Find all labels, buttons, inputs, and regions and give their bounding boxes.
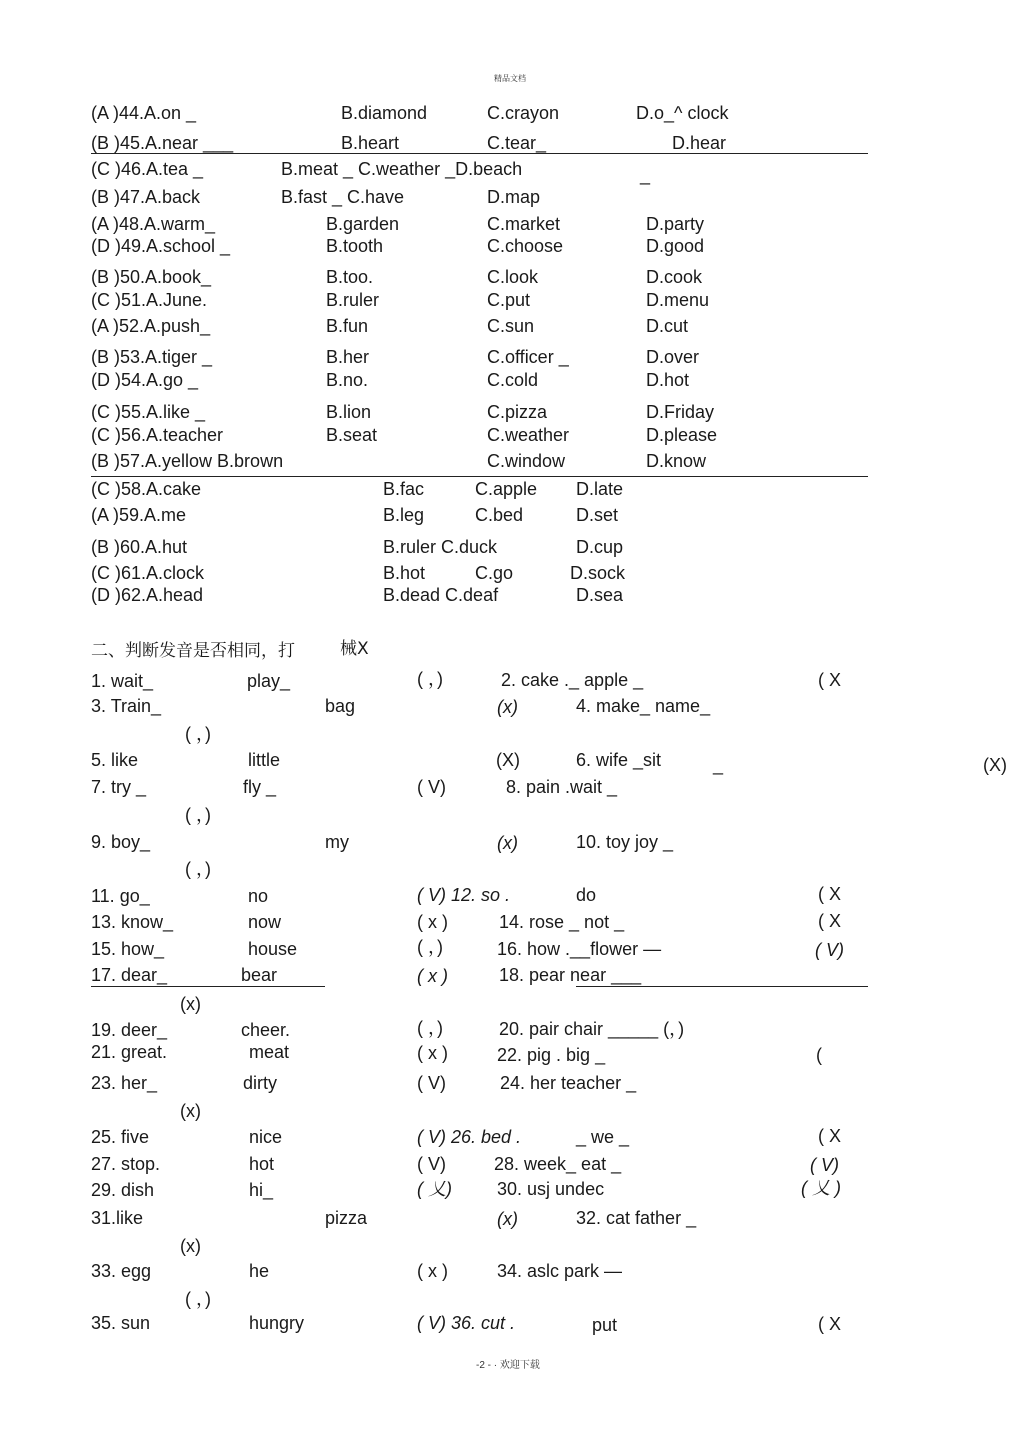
- row-14-mark: ( X: [818, 911, 842, 931]
- q60-options-bc: B.ruler C.duck: [383, 537, 498, 557]
- q48-option-c: C.market: [487, 214, 561, 234]
- row-12-mark: ( X: [818, 884, 842, 904]
- row-22-words: 22. pig . big _: [497, 1045, 606, 1065]
- q58-option-b: B.fac: [383, 479, 425, 499]
- row-17-word-a: 17. dear_: [91, 965, 168, 985]
- q54-option-b: B.no.: [326, 370, 369, 390]
- page-header-note: 精品文档: [494, 74, 526, 83]
- row-28-mark: ( V): [810, 1155, 839, 1175]
- q44-option-d: D.o_^ clock: [636, 103, 729, 123]
- q56-option-b: B.seat: [326, 425, 378, 445]
- row-23-mark: ( V): [417, 1073, 446, 1093]
- row-6-mark: (X): [983, 755, 1007, 775]
- row-7-word-a: 7. try _: [91, 777, 147, 797]
- row-17-word-b: bear: [241, 965, 278, 985]
- q47-options-bc: B.fast _ C.have: [281, 187, 405, 207]
- q54-option-c: C.cold: [487, 370, 539, 390]
- q58-answer: (C )58.A.cake: [91, 479, 202, 499]
- row-2-mark: ( X: [818, 670, 842, 690]
- row-5-word-a: 5. like: [91, 750, 139, 770]
- row-17-mark: ( x ): [417, 966, 448, 986]
- row-25-word-b: nice: [249, 1127, 283, 1147]
- row-25-mark-and-26: ( V) 26. bed .: [417, 1127, 522, 1147]
- row-31-mark: (x): [497, 1209, 518, 1229]
- q50-option-c: C.look: [487, 267, 539, 287]
- row-13-word-b: now: [248, 912, 282, 932]
- q56-option-d: D.please: [646, 425, 718, 445]
- q59-option-d: D.set: [576, 505, 619, 525]
- row-3-word-b: bag: [325, 696, 356, 716]
- q44-option-b: B.diamond: [341, 103, 428, 123]
- row-24-words: 24. her teacher _: [500, 1073, 637, 1093]
- q60-option-d: D.cup: [576, 537, 624, 557]
- q56-answer: (C )56.A.teacher: [91, 425, 224, 445]
- row-4-words: 4. make_ name_: [576, 696, 711, 716]
- row-23-word-b: dirty: [243, 1073, 278, 1093]
- row-11-word-a: 11. go_: [91, 886, 150, 906]
- row-29-mark: ( 乂): [417, 1179, 452, 1199]
- q52-option-b: B.fun: [326, 316, 369, 336]
- row-34-words: 34. aslc park —: [497, 1261, 623, 1281]
- q52-option-d: D.cut: [646, 316, 689, 336]
- row-9-word-b: my: [325, 832, 349, 852]
- row-1-word-a: 1. wait_: [91, 671, 154, 691]
- q52-answer: (A )52.A.push_: [91, 316, 211, 336]
- q45-answer: (B )45.A.near ___: [91, 133, 234, 153]
- row-29-word-b: hi_: [249, 1180, 274, 1200]
- q59-option-c: C.bed: [475, 505, 524, 525]
- row-10-words: 10. toy joy _: [576, 832, 674, 852]
- row-19-word-a: 19. deer_: [91, 1020, 168, 1040]
- q56-option-c: C.weather: [487, 425, 570, 445]
- row-3-word-a: 3. Train_: [91, 696, 162, 716]
- q51-option-d: D.menu: [646, 290, 710, 310]
- row-33-word-a: 33. egg: [91, 1261, 152, 1281]
- q57-answer: (B )57.A.yellow B.brown: [91, 451, 284, 471]
- q62-options-bc: B.dead C.deaf: [383, 585, 499, 605]
- q54-answer: (D )54.A.go _: [91, 370, 199, 390]
- q62-answer: (D )62.A.head: [91, 585, 204, 605]
- q44-option-c: C.crayon: [487, 103, 560, 123]
- q50-option-d: D.cook: [646, 267, 703, 287]
- q53-option-c: C.officer _: [487, 347, 569, 367]
- q50-option-b: B.too.: [326, 267, 374, 287]
- row-4-mark: ( ，): [185, 724, 211, 744]
- q55-option-d: D.Friday: [646, 402, 715, 422]
- row-3-mark: (x): [497, 697, 518, 717]
- row-21-word-b: meat: [249, 1042, 290, 1062]
- row-9-word-a: 9. boy_: [91, 832, 151, 852]
- row-9-mark: (x): [497, 833, 518, 853]
- row-36-word: put: [592, 1315, 618, 1335]
- row-2-words: 2. cake ._ apple _: [501, 670, 644, 690]
- q61-option-c: C.go: [475, 563, 514, 583]
- row-11-word-b: no: [248, 886, 269, 906]
- row-5-word-b: little: [248, 750, 281, 770]
- row-7-word-b: fly _: [243, 777, 277, 797]
- row-31-word-b: pizza: [325, 1208, 368, 1228]
- row-29-word-a: 29. dish: [91, 1180, 155, 1200]
- row-7-mark: ( V): [417, 777, 446, 797]
- row-19-word-b: cheer.: [241, 1020, 291, 1040]
- q48-option-d: D.party: [646, 214, 705, 234]
- q55-option-c: C.pizza: [487, 402, 548, 422]
- divider-line: [91, 476, 868, 477]
- row-15-mark: ( ，): [417, 937, 443, 957]
- row-1-mark: ( ，): [417, 669, 443, 689]
- underline-left: [91, 986, 325, 987]
- row-30-words: 30. usj undec: [497, 1179, 605, 1199]
- q46-tail: _: [640, 165, 651, 185]
- q51-option-b: B.ruler: [326, 290, 380, 310]
- q61-option-d: D.sock: [570, 563, 626, 583]
- row-35-mark-and-36: ( V) 36. cut .: [417, 1313, 516, 1333]
- row-28-words: 28. week_ eat _: [494, 1154, 622, 1174]
- q45-option-c: C.tear_: [487, 133, 547, 153]
- row-20-words: 20. pair chair _____ (，): [499, 1019, 685, 1039]
- row-27-word-a: 27. stop.: [91, 1154, 161, 1174]
- q60-answer: (B )60.A.hut: [91, 537, 188, 557]
- row-11-mark-and-12: ( V) 12. so .: [417, 885, 511, 905]
- row-30-mark: ( 乂 ): [801, 1178, 841, 1198]
- q55-answer: (C )55.A.like _: [91, 402, 206, 422]
- row-6-blank: _: [713, 755, 724, 775]
- q55-option-b: B.lion: [326, 402, 372, 422]
- row-23-word-a: 23. her_: [91, 1073, 158, 1093]
- q53-answer: (B )53.A.tiger _: [91, 347, 213, 367]
- section-title-mark: 械X: [340, 639, 369, 659]
- row-8-mark: ( ，): [185, 805, 211, 825]
- q49-answer: (D )49.A.school _: [91, 236, 231, 256]
- row-32-mark: (x): [180, 1236, 201, 1256]
- q47-answer: (B )47.A.back: [91, 187, 201, 207]
- q62-option-d: D.sea: [576, 585, 624, 605]
- row-33-mark: ( x ): [417, 1261, 448, 1281]
- q46-options: B.meat _ C.weather _D.beach: [281, 159, 523, 179]
- q59-option-b: B.leg: [383, 505, 425, 525]
- q57-option-c: C.window: [487, 451, 566, 471]
- row-34-mark: ( ，): [185, 1289, 211, 1309]
- row-27-mark: ( V): [417, 1154, 446, 1174]
- row-35-word-b: hungry: [249, 1313, 305, 1333]
- q54-option-d: D.hot: [646, 370, 690, 390]
- row-35-word-a: 35. sun: [91, 1313, 151, 1333]
- row-15-word-b: house: [248, 939, 298, 959]
- row-13-mark: ( x ): [417, 912, 448, 932]
- row-33-word-b: he: [249, 1261, 270, 1281]
- row-19-mark: ( ，): [417, 1018, 443, 1038]
- row-18-words: 18. pear near ___: [499, 965, 642, 985]
- row-1-word-b: play_: [247, 671, 291, 691]
- q53-option-b: B.her: [326, 347, 370, 367]
- row-36-mark: ( X: [818, 1314, 842, 1334]
- row-16-mark: ( V): [815, 940, 844, 960]
- q48-option-b: B.garden: [326, 214, 400, 234]
- row-13-word-a: 13. know_: [91, 912, 174, 932]
- row-22-mark: (: [816, 1045, 822, 1065]
- q52-option-c: C.sun: [487, 316, 535, 336]
- q49-option-c: C.choose: [487, 236, 564, 256]
- q59-answer: (A )59.A.me: [91, 505, 187, 525]
- q48-answer: (A )48.A.warm_: [91, 214, 216, 234]
- q58-option-d: D.late: [576, 479, 624, 499]
- row-31-word-a: 31.like: [91, 1208, 144, 1228]
- q53-option-d: D.over: [646, 347, 700, 367]
- q49-option-b: B.tooth: [326, 236, 384, 256]
- q50-answer: (B )50.A.book_: [91, 267, 212, 287]
- row-6-words: 6. wife _sit: [576, 750, 662, 770]
- row-24-mark: (x): [180, 1101, 201, 1121]
- row-25-word-a: 25. five: [91, 1127, 150, 1147]
- q57-option-d: D.know: [646, 451, 707, 471]
- row-12-word: do: [576, 885, 597, 905]
- divider-line: [91, 153, 868, 154]
- q44-answer: (A )44.A.on _: [91, 103, 197, 123]
- underline-right: [576, 986, 868, 987]
- row-26-mark: ( X: [818, 1126, 842, 1146]
- row-27-word-b: hot: [249, 1154, 275, 1174]
- q61-answer: (C )61.A.clock: [91, 563, 205, 583]
- row-18-mark: (x): [180, 994, 201, 1014]
- q45-option-d: D.hear: [672, 133, 727, 153]
- row-26-words: _ we _: [576, 1127, 630, 1147]
- page-footer-note: -2 - · 欢迎下载: [476, 1360, 540, 1371]
- row-5-mark: (X): [496, 750, 520, 770]
- q51-answer: (C )51.A.June.: [91, 290, 208, 310]
- row-16-words: 16. how .__flower —: [497, 939, 662, 959]
- row-14-words: 14. rose _ not _: [499, 912, 625, 932]
- section-title: 二、判断发音是否相同，打: [91, 641, 295, 661]
- row-10-mark: ( ，): [185, 859, 211, 879]
- q45-option-b: B.heart: [341, 133, 400, 153]
- row-21-word-a: 21. great.: [91, 1042, 168, 1062]
- row-8-words: 8. pain .wait _: [506, 777, 618, 797]
- row-15-word-a: 15. how_: [91, 939, 165, 959]
- q46-answer: (C )46.A.tea _: [91, 159, 204, 179]
- q51-option-c: C.put: [487, 290, 531, 310]
- row-32-words: 32. cat father _: [576, 1208, 697, 1228]
- q58-option-c: C.apple: [475, 479, 538, 499]
- q47-option-d: D.map: [487, 187, 541, 207]
- q49-option-d: D.good: [646, 236, 705, 256]
- row-21-mark: ( x ): [417, 1043, 448, 1063]
- q61-option-b: B.hot: [383, 563, 426, 583]
